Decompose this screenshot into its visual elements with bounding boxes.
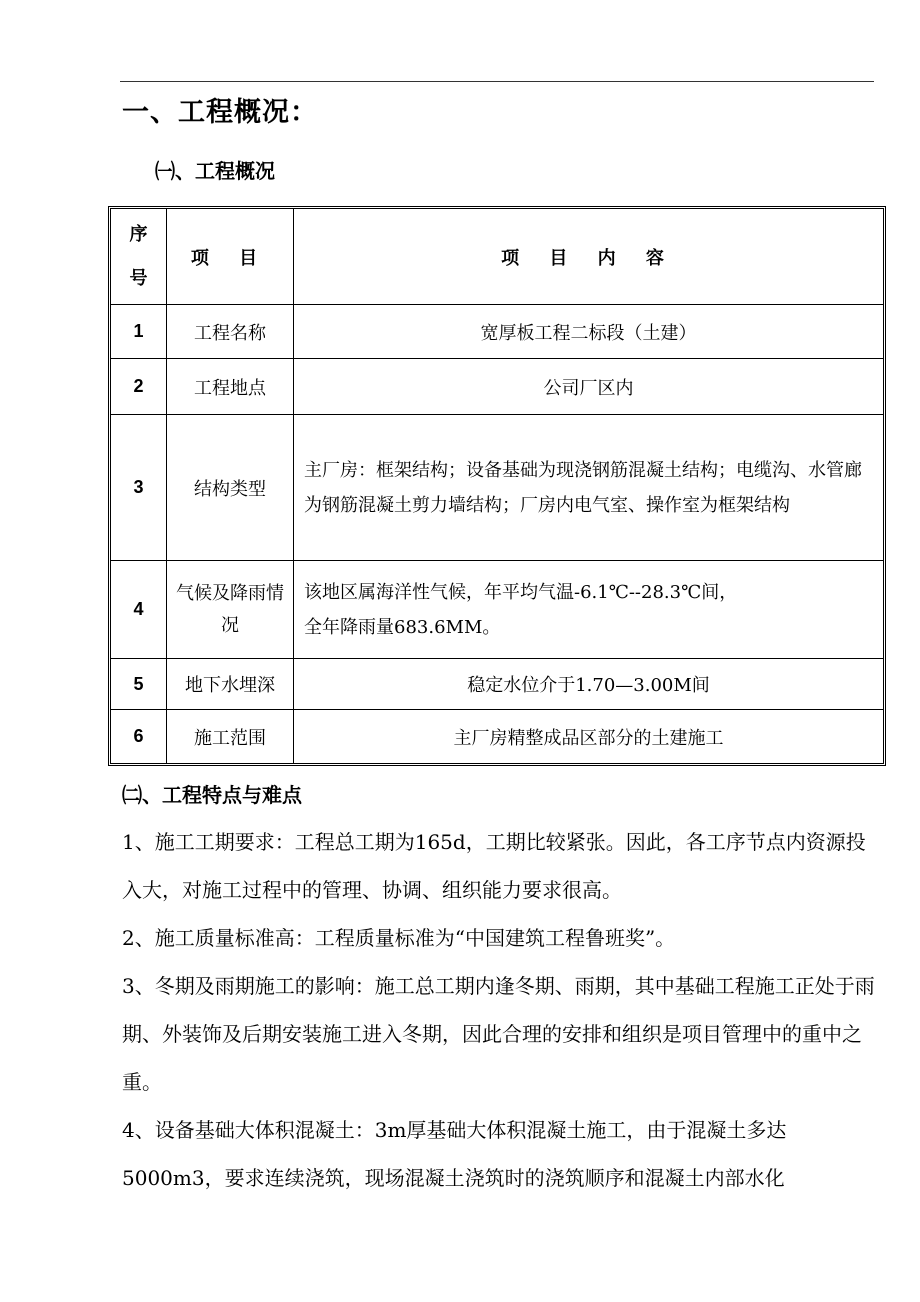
- row-content: 宽厚板工程二标段（土建）: [294, 305, 883, 359]
- row-item: 工程地点: [167, 359, 294, 415]
- row-num: 5: [111, 659, 167, 710]
- subsection-heading-2: ㈡、工程特点与难点: [122, 783, 302, 807]
- row-content-line: 全年降雨量683.6MM。: [304, 616, 501, 638]
- table-row: [111, 659, 883, 710]
- row-num: 3: [111, 415, 167, 561]
- table-row: [111, 415, 883, 561]
- header-seq-label: 序 号: [129, 223, 148, 289]
- header-seq: [111, 209, 167, 305]
- table-row: [111, 710, 883, 763]
- paragraph: 4、设备基础大体积混凝土：3m厚基础大体积混凝土施工，由于混凝土多达5000m3，要求连续浇筑，现场混凝土浇筑时的浇筑顺序和混凝土内部水化: [122, 1118, 787, 1190]
- row-item: 工程名称: [167, 305, 294, 359]
- section-heading-1: 一、工程概况：: [122, 97, 318, 128]
- paragraph: 2、施工质量标准高：工程质量标准为“中国建筑工程鲁班奖”。: [122, 926, 676, 950]
- row-item: 地下水埋深: [167, 659, 294, 710]
- row-item: 结构类型: [167, 415, 294, 561]
- row-content: 公司厂区内: [294, 359, 883, 415]
- row-item: 施工范围: [167, 710, 294, 763]
- header-content: 项 目 内 容: [294, 209, 883, 305]
- table-row: [111, 561, 883, 659]
- row-content: 稳定水位介于1.70—3.00M间: [294, 659, 883, 710]
- table-row: [111, 359, 883, 415]
- header-rule: [120, 81, 874, 82]
- project-overview-table: [108, 206, 886, 766]
- subsection-heading-1: ㈠、工程概况: [155, 159, 275, 183]
- row-content: 主厂房精整成品区部分的土建施工: [453, 727, 724, 749]
- row-num: 1: [111, 305, 167, 359]
- table-row: [111, 305, 883, 359]
- header-item: 项 目: [167, 209, 294, 305]
- row-num: 4: [111, 561, 167, 659]
- row-num: 2: [111, 359, 167, 415]
- row-num: 6: [111, 710, 167, 763]
- row-content: [294, 561, 883, 659]
- row-item: 气候及降雨情况: [167, 561, 294, 659]
- paragraph: 3、冬期及雨期施工的影响：施工总工期内逢冬期、雨期，其中基础工程施工正处于雨期、外装饰及后期安装施工进入冬期，因此合理的安排和组织是项目管理中的重中之重。: [122, 974, 875, 1094]
- paragraph: 1、施工工期要求：工程总工期为165d，工期比较紧张。因此，各工序节点内资源投入大，对施工过程中的管理、协调、组织能力要求很高。: [122, 830, 866, 902]
- row-content-line: 该地区属海洋性气候，年平均气温-6.1℃--28.3℃间，: [304, 581, 738, 603]
- row-content: 主厂房：框架结构；设备基础为现浇钢筋混凝土结构；电缆沟、水管廊为钢筋混凝土剪力墙结构；厂房内电气室、操作室为框架结构: [294, 415, 883, 561]
- table-header-row: [111, 209, 883, 305]
